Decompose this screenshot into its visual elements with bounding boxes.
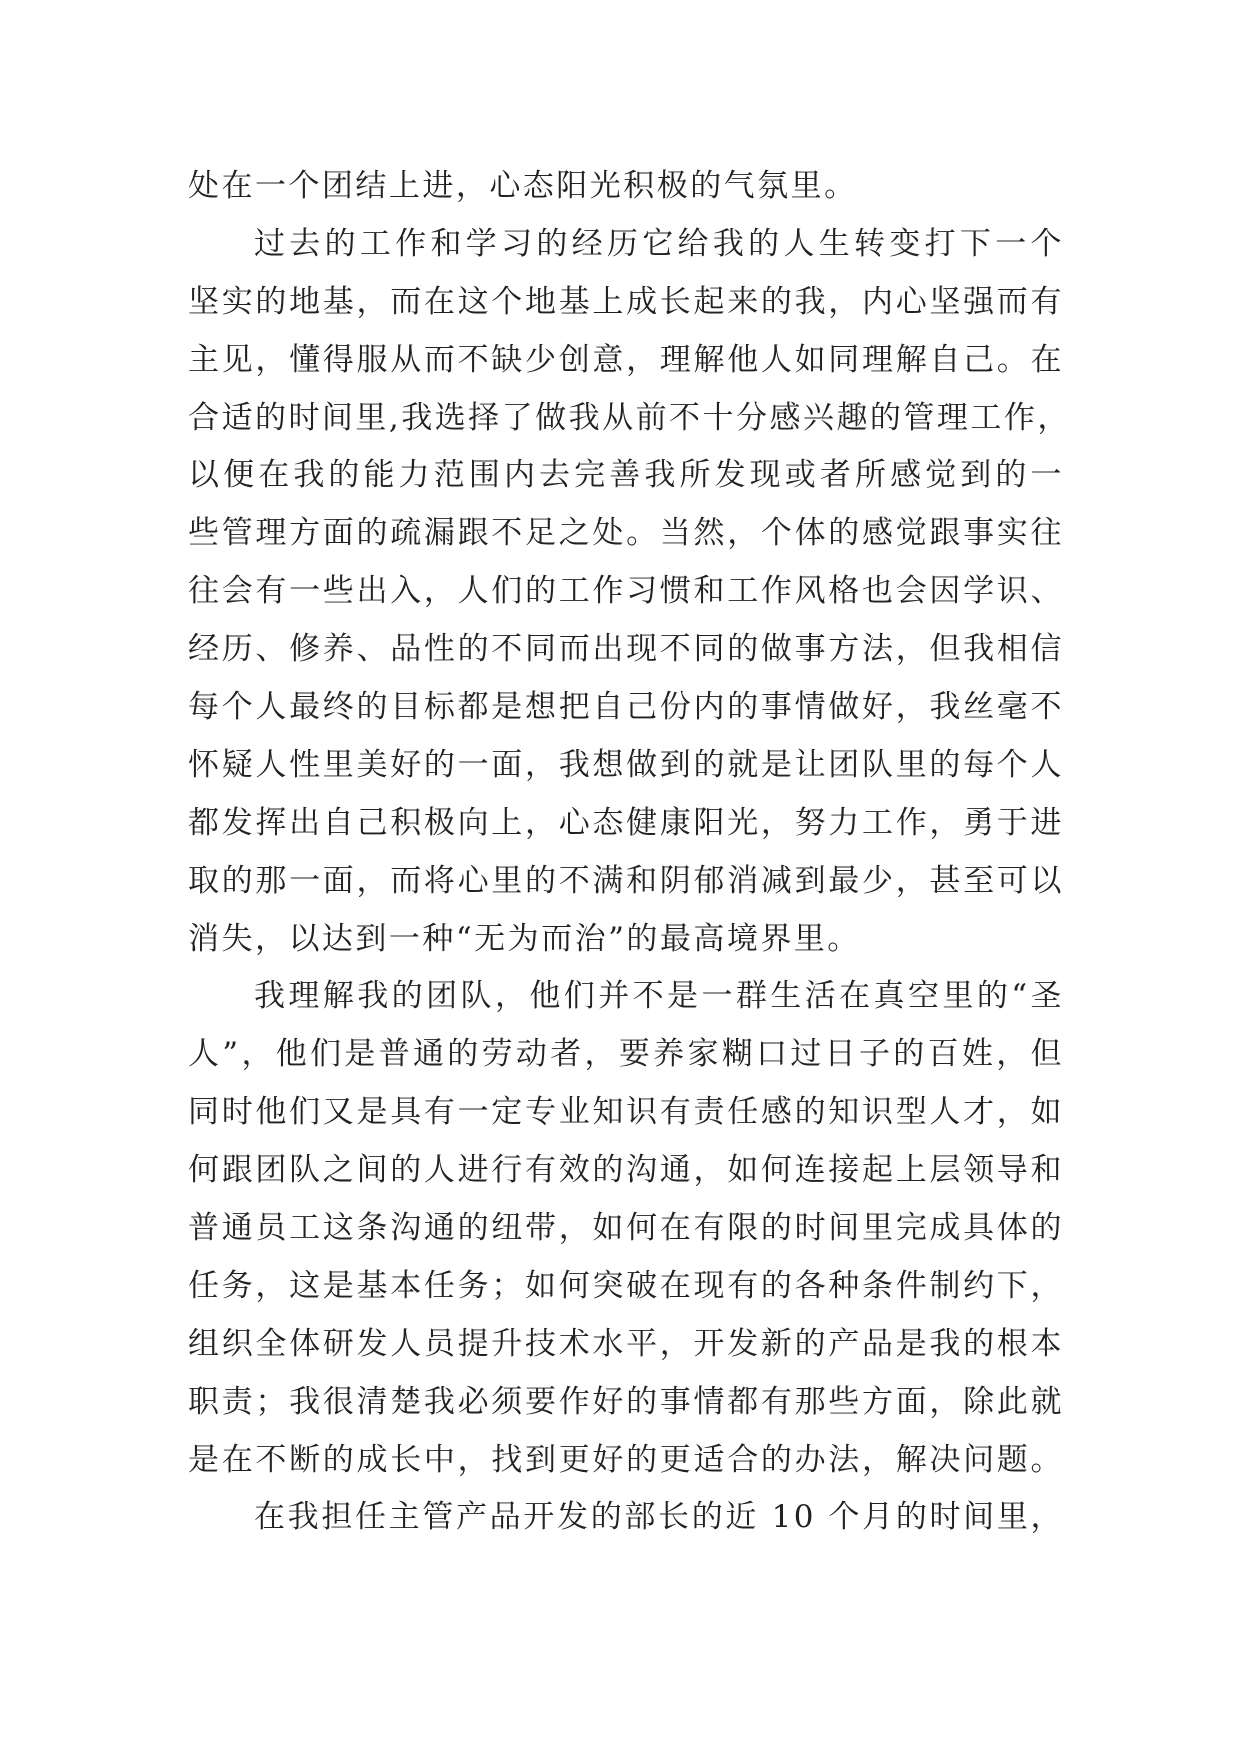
text-line: 怀疑人性里美好的一面，我想做到的就是让团队里的每个人	[188, 746, 1064, 783]
text-line: 往会有一些出入，人们的工作习惯和工作风格也会因学识、	[188, 573, 1064, 610]
text-line: 同时他们又是具有一定专业知识有责任感的知识型人才，如	[188, 1094, 1064, 1131]
text-line: 我理解我的团队，他们并不是一群生活在真空里的“圣	[254, 978, 1064, 1015]
text-line: 人”，他们是普通的劳动者，要养家糊口过日子的百姓，但	[188, 1036, 1064, 1073]
body-text	[188, 158, 1071, 1547]
text-line: 是在不断的成长中，找到更好的更适合的办法，解决问题。	[188, 1441, 1064, 1478]
text-line: 取的那一面，而将心里的不满和阴郁消减到最少，甚至可以	[188, 862, 1064, 899]
text-line: 普通员工这条沟通的纽带，如何在有限的时间里完成具体的	[188, 1210, 1064, 1247]
text-line: 在我担任主管产品开发的部长的近 10 个月的时间里，	[254, 1499, 1064, 1536]
text-line: 经历、修养、品性的不同而出现不同的做事方法，但我相信	[188, 631, 1064, 668]
text-line: 过去的工作和学习的经历它给我的人生转变打下一个	[254, 225, 1064, 262]
text-line: 职责；我很清楚我必须要作好的事情都有那些方面，除此就	[188, 1383, 1064, 1420]
text-line: 合适的时间里,我选择了做我从前不十分感兴趣的管理工作，	[188, 399, 1071, 436]
text-line: 消失，以达到一种“无为而治”的最高境界里。	[188, 920, 861, 957]
text-line: 些管理方面的疏漏跟不足之处。当然，个体的感觉跟事实往	[188, 515, 1064, 552]
text-line: 每个人最终的目标都是想把自己份内的事情做好，我丝毫不	[188, 689, 1064, 726]
text-line: 都发挥出自己积极向上，心态健康阳光，努力工作，勇于进	[188, 804, 1064, 841]
text-line: 坚实的地基，而在这个地基上成长起来的我，内心坚强而有	[188, 283, 1064, 320]
text-line: 处在一个团结上进，心态阳光积极的气氛里。	[188, 168, 858, 204]
text-line: 何跟团队之间的人进行有效的沟通，如何连接起上层领导和	[188, 1152, 1064, 1189]
text-line: 以便在我的能力范围内去完善我所发现或者所感觉到的一	[188, 457, 1064, 494]
text-line: 主见，懂得服从而不缺少创意，理解他人如同理解自己。在	[188, 341, 1064, 378]
text-line: 组织全体研发人员提升技术水平，开发新的产品是我的根本	[188, 1325, 1064, 1362]
text-line: 任务，这是基本任务；如何突破在现有的各种条件制约下，	[188, 1267, 1064, 1304]
